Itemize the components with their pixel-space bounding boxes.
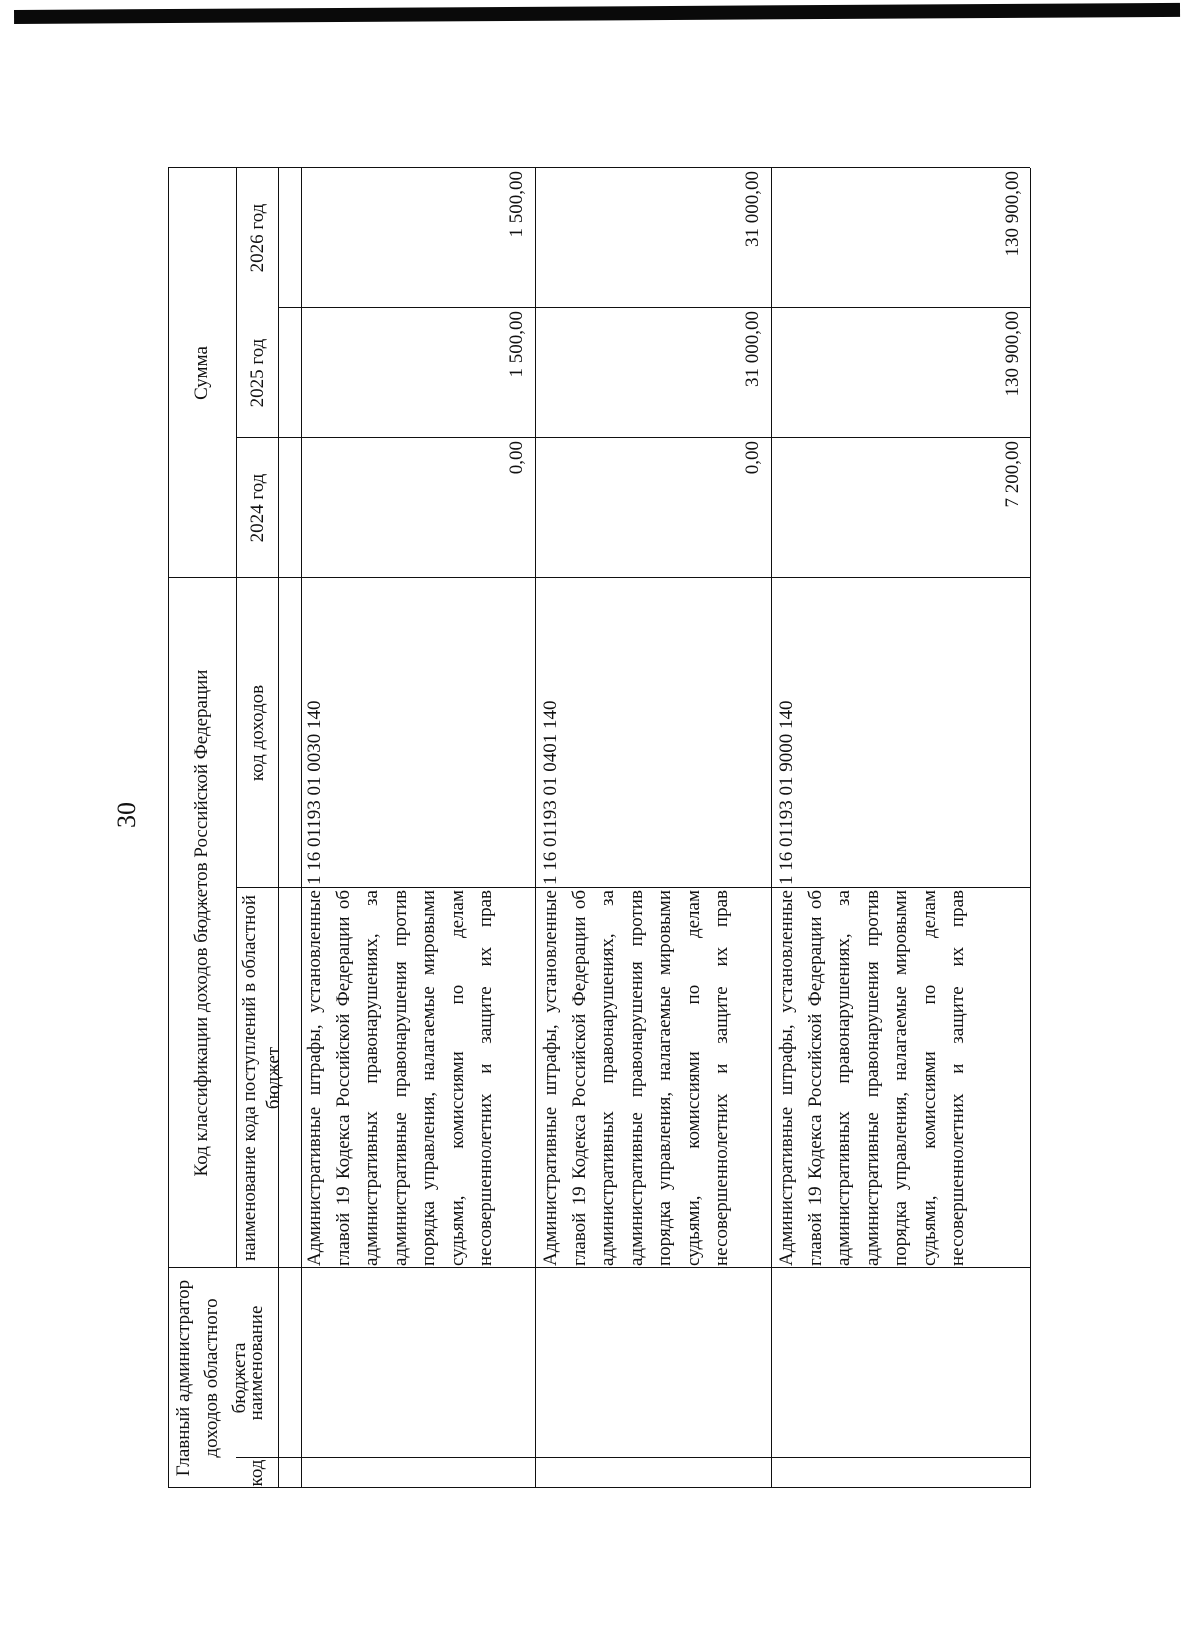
table-border-top [168,168,169,1488]
classification-group-header: Код классификации доходов бюджетов Российской Федерации [191,669,212,1177]
table-row-2-sum-2025: 31 000,00 [742,311,763,387]
income-table [168,168,1030,1488]
receipt-name-column-header: наименование кода поступлений в областной бюджет [239,895,284,1262]
admin-group-header: Главный администратор доходов областного бюджета [173,1279,250,1477]
table-row-3-sum-2026: 130 900,00 [1002,171,1023,257]
column-divider [168,577,1030,578]
scan-edge-bar [14,3,1180,24]
row-divider [771,168,772,1488]
column-divider [236,437,1030,438]
year-2024-header: 2024 год [247,473,268,543]
table-row-1-name [301,1268,535,1458]
year-2025-header: 2025 год [247,338,268,408]
table-row-3-code [773,1458,1030,1488]
table-row-2-name [537,1268,771,1458]
header-subdivider [236,168,237,578]
year-2026-header: 2026 год [247,203,268,273]
table-row-2-sum-2024: 0,00 [742,441,763,475]
table-row-3-sum-2024: 7 200,00 [1002,441,1023,508]
page-number: 30 [112,802,141,828]
table-border-bottom [1030,168,1031,1488]
table-row-3-income-code: 1 16 01193 01 9000 140 [776,700,797,885]
income-code-column-header: код доходов [247,684,268,782]
table-row-1-income-code: 1 16 01193 01 0030 140 [304,700,325,885]
sum-group-header: Сумма [191,346,212,400]
table-row-1-code [301,1458,535,1488]
name-column-header: наименование [246,1305,267,1421]
table-row-1-sum-2026: 1 500,00 [506,171,527,238]
table-row-2-code [537,1458,771,1488]
table-row-3-name [773,1268,1030,1458]
table-row-1-sum-2025: 1 500,00 [506,311,527,378]
header-subdivider [236,578,237,1268]
header-divider [278,168,279,1488]
row-divider [535,168,536,1488]
table-row-1-description: Административные штрафы, установленные главой 19 Кодекса Российской Федерации об административных правонарушениях, за административные правонарушения против порядка управления, налагаемые мировыми судьями, комиссиями по делам несовершеннолетних и защите их прав [304,890,496,1266]
table-row-3-description: Административные штрафы, установленные главой 19 Кодекса Российской Федерации об административных правонарушениях, за административные правонарушения против порядка управления, налагаемые мировыми судьями, комиссиями по делам несовершеннолетних и защите их прав [776,890,968,1266]
table-row-2-description: Административные штрафы, установленные главой 19 Кодекса Российской Федерации об административных правонарушениях, за административные правонарушения против порядка управления, налагаемые мировыми судьями, комиссиями по делам несовершеннолетних и защите их прав [540,890,732,1266]
table-row-2-income-code: 1 16 01193 01 0401 140 [540,700,561,885]
column-divider [278,307,1030,308]
code-column-header: код [246,1459,267,1487]
table-row-3-sum-2025: 130 900,00 [1002,311,1023,397]
table-row-2-sum-2026: 31 000,00 [742,171,763,247]
column-divider [236,887,1030,888]
table-border-right [168,167,1030,168]
table-row-1-sum-2024: 0,00 [506,441,527,475]
